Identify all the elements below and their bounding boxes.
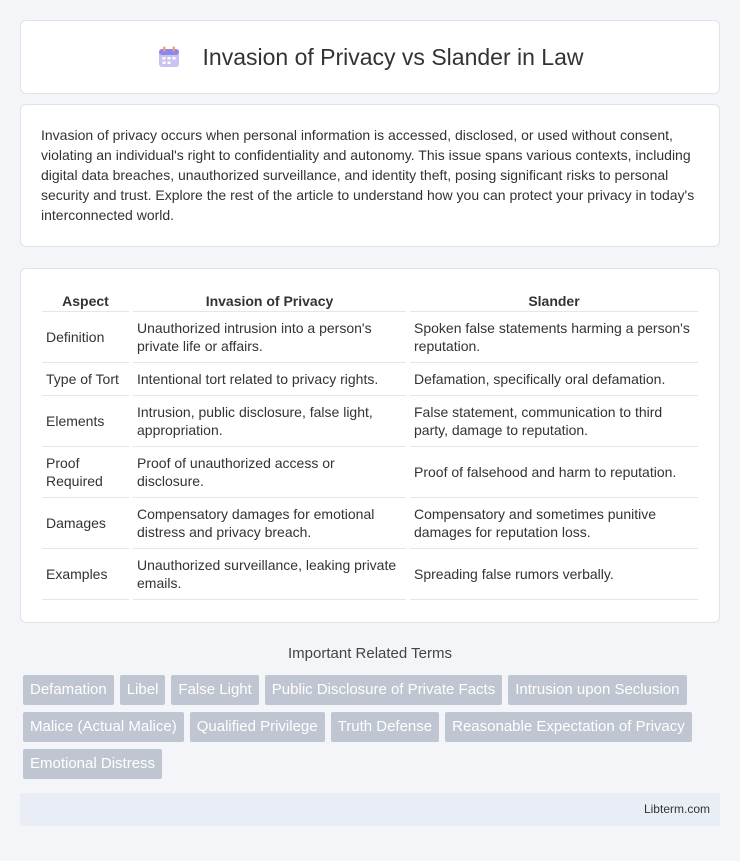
row-privacy: Compensatory damages for emotional distress and privacy breach.: [133, 498, 406, 549]
term-tag-qualified-privilege[interactable]: Qualified Privilege: [190, 712, 325, 742]
term-tag-defamation[interactable]: Defamation: [23, 675, 114, 705]
row-slander: Spreading false rumors verbally.: [410, 549, 698, 600]
row-aspect: Definition: [42, 312, 129, 363]
row-aspect: Proof Required: [42, 447, 129, 498]
term-tag-intrusion-upon-seclusion[interactable]: Intrusion upon Seclusion: [508, 675, 686, 705]
header-invasion-of-privacy: Invasion of Privacy: [133, 291, 406, 312]
term-tag-false-light[interactable]: False Light: [171, 675, 258, 705]
row-aspect: Elements: [42, 396, 129, 447]
comparison-table: [38, 291, 702, 600]
row-slander: Defamation, specifically oral defamation.: [410, 363, 698, 396]
term-tag-truth-defense[interactable]: Truth Defense: [331, 712, 440, 742]
comparison-table-card: [20, 268, 720, 623]
term-tag-malice[interactable]: Malice (Actual Malice): [23, 712, 184, 742]
intro-text: Invasion of privacy occurs when personal information is accessed, disclosed, or used without consent, violating an individual's right to confidentiality and autonomy. This issue spans various contexts, including digital data breaches, unauthorized surveillance, and identity theft, posing significant risks to personal security and trust. Explore the rest of the article to understand how you can protect your privacy in today's interconnected world.: [41, 127, 695, 223]
table-row: [42, 363, 698, 396]
row-privacy: Intentional tort related to privacy rights.: [133, 363, 406, 396]
table-row: [42, 396, 698, 447]
footer-site-link[interactable]: Libterm.com: [643, 802, 710, 816]
table-header-row: [42, 291, 698, 312]
page-header: [20, 20, 720, 94]
calendar-icon: [157, 45, 181, 69]
header-aspect: Aspect: [42, 291, 129, 312]
row-privacy: Unauthorized intrusion into a person's private life or affairs.: [133, 312, 406, 363]
table-row: [42, 312, 698, 363]
intro-section: [20, 104, 720, 247]
footer: [20, 793, 720, 826]
table-row: [42, 447, 698, 498]
row-privacy: Proof of unauthorized access or disclosure.: [133, 447, 406, 498]
term-tag-libel[interactable]: Libel: [120, 675, 166, 705]
page-title: Invasion of Privacy vs Slander in Law: [202, 43, 584, 70]
table-row: [42, 549, 698, 600]
table-row: [42, 498, 698, 549]
row-privacy: Intrusion, public disclosure, false light, appropriation.: [133, 396, 406, 447]
term-tag-public-disclosure[interactable]: Public Disclosure of Private Facts: [265, 675, 502, 705]
term-tag-reasonable-expectation[interactable]: Reasonable Expectation of Privacy: [445, 712, 692, 742]
related-terms-title: Important Related Terms: [288, 645, 452, 662]
row-aspect: Examples: [42, 549, 129, 600]
row-slander: Proof of falsehood and harm to reputation.: [410, 447, 698, 498]
row-slander: False statement, communication to third party, damage to reputation.: [410, 396, 698, 447]
row-aspect: Damages: [42, 498, 129, 549]
term-tag-emotional-distress[interactable]: Emotional Distress: [23, 749, 162, 779]
row-slander: Spoken false statements harming a person's reputation.: [410, 312, 698, 363]
header-slander: Slander: [410, 291, 698, 312]
row-privacy: Unauthorized surveillance, leaking private emails.: [133, 549, 406, 600]
row-slander: Compensatory and sometimes punitive damages for reputation loss.: [410, 498, 698, 549]
related-terms-list: [23, 675, 713, 779]
row-aspect: Type of Tort: [42, 363, 129, 396]
